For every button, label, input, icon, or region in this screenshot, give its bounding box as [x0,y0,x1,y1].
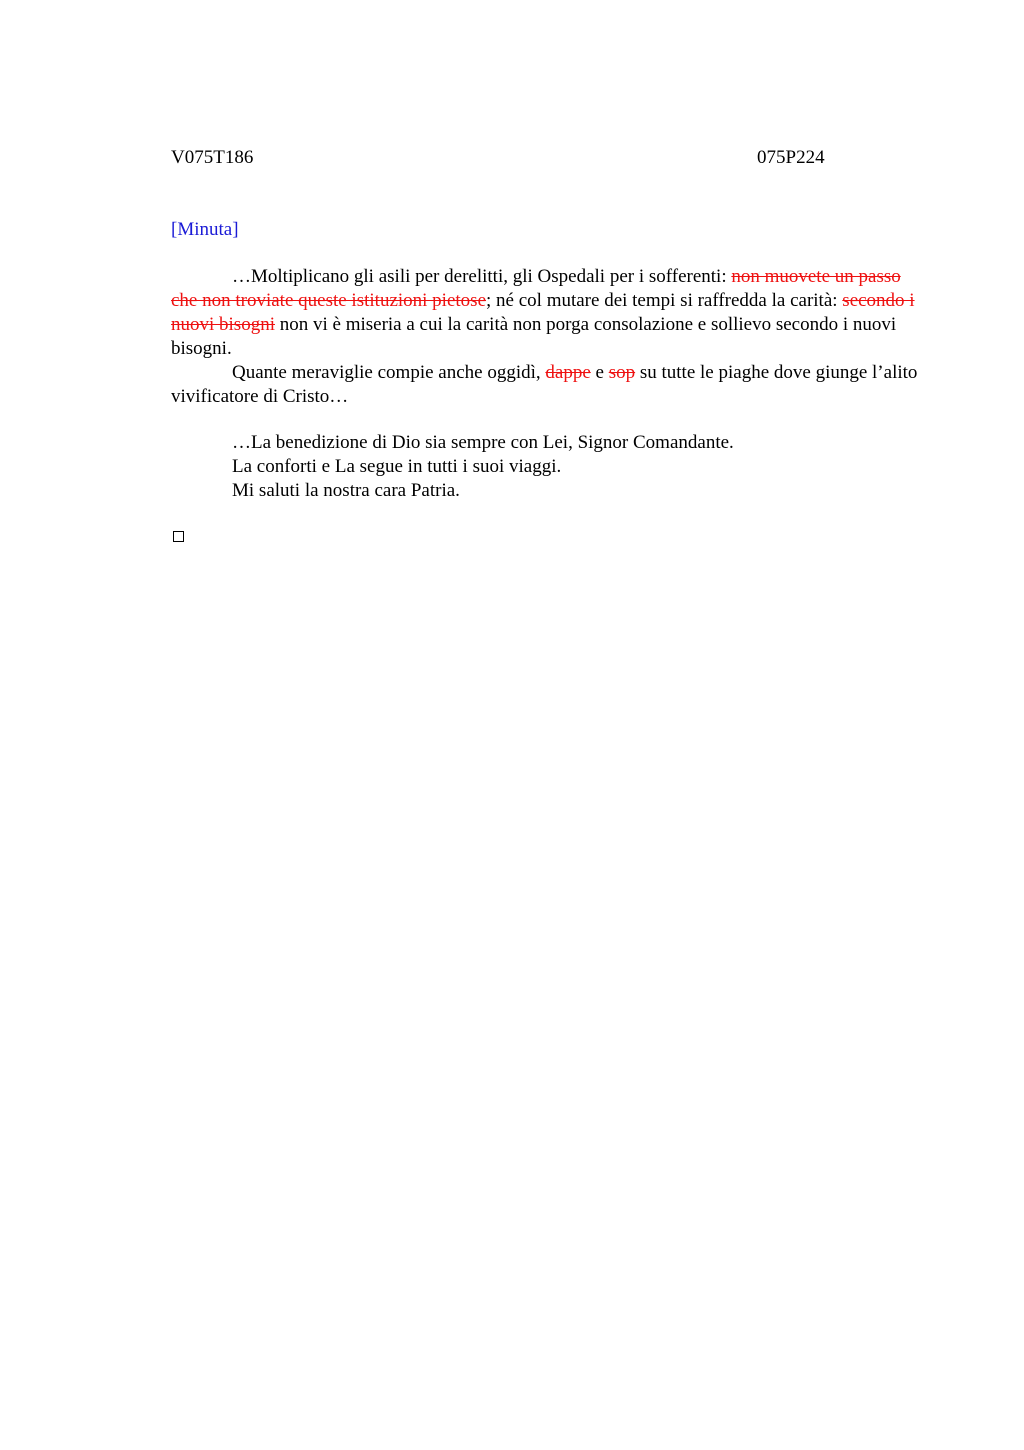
deleted-text: dappe [545,362,591,383]
text-segment: Quante meraviglie compie anche oggidì, [232,362,546,383]
text-segment: ; né col mutare dei tempi si raffredda la carità: [486,290,843,311]
deleted-text: non muovete un passo che non troviate queste istituzioni pietose [171,266,901,311]
section-label: [Minuta] [171,219,239,240]
document-code-right: 075P224 [757,147,825,168]
text-segment: e [590,362,609,383]
closing-line-2: La conforti e La segue in tutti i suoi viaggi. [232,456,562,477]
closing-block [232,431,734,503]
deleted-text: secondo i nuovi bisogni [171,290,915,335]
text-segment: su tutte le piaghe dove giunge l’alito vivificatore di Cristo… [171,362,918,407]
empty-box-symbol [173,531,184,542]
deleted-text: sop [608,362,636,383]
document-code-left: V075T186 [171,147,254,168]
text-segment: non vi è miseria a cui la carità non porga consolazione e sollievo secondo i nuovi bisogni. [171,314,897,359]
text-segment: …Moltiplicano gli asili per derelitti, gli Ospedali per i sofferenti: [232,266,732,287]
paragraph-2 [171,361,931,409]
closing-line-1: …La benedizione di Dio sia sempre con Lei, Signor Comandante. [232,432,734,453]
document-body [171,265,931,409]
paragraph-1 [171,265,931,361]
closing-line-3: Mi saluti la nostra cara Patria. [232,480,460,501]
